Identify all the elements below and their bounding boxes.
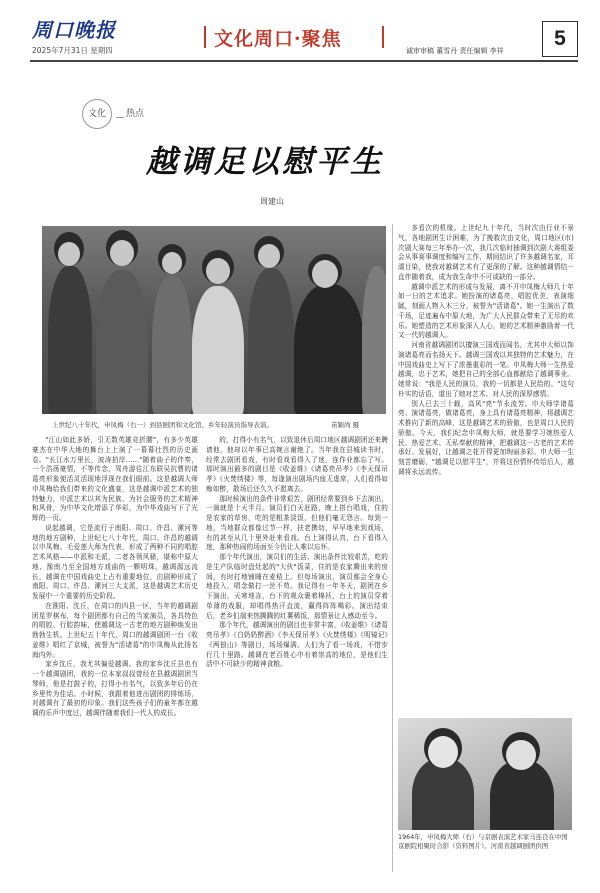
archive-face-left: [428, 736, 458, 768]
paragraph: 河南省越调剧团以擅演三国戏而闻名，尤其申大师以饰演诸葛亮而名扬天下。越调三国戏以其独特的艺术魅力，在中国戏曲史上写下了浓墨重彩的一笔。申凤梅大师一生热爱越调，忠于艺术，她把自己的全部心血都献给了越调事业。她常说："我是人民的演员，我的一切都是人民给的。"这句朴实的话语，道出了她对艺术、对人民的深厚感情。: [398, 341, 574, 398]
photo-face-5: [258, 244, 280, 268]
section-bar-left: [204, 26, 206, 48]
photo-face-1: [58, 242, 80, 266]
photo-face-2: [110, 240, 134, 266]
page-number: 5: [542, 21, 578, 57]
section-bar-right: [382, 26, 384, 48]
photo-figure-4: [192, 286, 244, 414]
paragraph: "江山如此多娇，引无数英雄竞折腰"，有多少英雄豪杰在中华大地的舞台上上演了一幕幕壮烈的历史画卷。"长江水万里长，波涛拍岸……"随着曲子的伴奏，一个浩荡豪情，不等传念，驾舟游往江东联吴抗曹的诸葛亮形象便活灵活现地浮现在我们眼前。这是越调大师申凤梅给我们带来的文化盛宴，这是越调申派艺术的独特魅力，申派艺术以其为民族、为社会服务的艺术精神和风骨，为中华文化增添了华彩，为中华戏曲写下了光辉的一页。: [32, 436, 198, 522]
archive-photo: [398, 718, 572, 830]
masthead-rule: [30, 60, 578, 62]
photo-face-6: [312, 260, 338, 288]
archive-figure-right: [490, 760, 554, 830]
issue-date: 2025年7月31日 星期四: [32, 46, 113, 55]
badge-divider: [116, 117, 124, 118]
paragraph: 那个年代，越调演出的剧目也非常丰富，《收姜维》《诸葛亮吊孝》《白奶奶醉酒》《李天保吊孝》《火焚绣楼》《明镜记》《两狼山》等剧目，场场爆满。人们为了看一场戏，不惜步行几十里路。越调在老百姓心中有着崇高的地位，是他们生活中不可缺少的精神食粮。: [206, 621, 388, 669]
badge-word-hot: 热点: [126, 109, 145, 119]
photo1-caption: 上世纪八十年代，申凤梅（右一）到县剧团和文化馆、乡年轻演员指导表演。: [52, 421, 273, 429]
paragraph: 的，打得小有名气，以致退休后周口地区越调剧团还来聘请他，他却以年事已高婉言谢绝了。当年我在县城读书时，经常去剧团看戏，有时看戏看得入了迷，连作业都忘了写。那时演出最多的剧目是《收姜维》《诸葛亮吊孝》《李天保吊孝》《火焚绣楼》等，每逢演出剧场内座无虚席，人们看得如痴如醉，散场后还久久不愿离去。: [206, 436, 388, 493]
editor-credits: 诚审审稿 董雪丹 责任编辑 李祥: [406, 47, 504, 55]
paragraph: 那时候演出的条件非常艰苦，剧团经常要到乡下去演出，一演就是十天半月。演员们白天赶路，晚上搭台唱戏，住的是农家的草房，吃的是粗茶淡饭，但他们毫无怨言。每到一地，当地群众都像过节一样，扶老携幼，早早地来到戏场，有的甚至从几十里外赶来看戏。台上演得认真，台下看得入迷，那种热闹的场面至今仍让人难以忘怀。: [206, 494, 388, 552]
photo2-caption: 1964年，申凤梅大师（右）与京剧表演艺术家马连良在中国京剧院相聚时合影（资料图片）。河南省越调剧团供图: [398, 833, 568, 850]
article-headline: 越调足以慰平生: [146, 144, 384, 180]
photo-figure-3: [152, 276, 192, 414]
photo-figure-2: [96, 270, 148, 414]
paragraph: 在淮阳、沈丘，在周口的四县一区，当年的越调剧团星罗棋布，每个剧团都有自己的当家演员，各具特色的唱腔、行腔韵味，使越调这一古老的地方剧种焕发出勃勃生机。上世纪五十年代，周口的越调剧团一台《收姜维》唱红了京城，被誉为"活诸葛"的申凤梅从此扬名海内外。: [32, 601, 198, 659]
paragraph: 越调申派艺术的形成与发展，离不开申凤梅大师几十年如一日的艺术追求。她扮演的诸葛亮，唱腔优美，表演细腻，刻画人物入木三分，被誉为"活诸葛"。她一生演出了数千场，足迹遍布中原大地，为广大人民群众带来了无尽的欢乐。她塑造的艺术形象深入人心，她的艺术精神激励着一代又一代的越调人。: [398, 282, 574, 340]
article-byline: 周建山: [260, 197, 284, 206]
paragraph: 多看次的机缘。上世纪九十年代，当时次由行业不景气，各地剧团生计困难，为了挽救次由文化，周口地区(市)次剧大赛每三年举办一次，我几次临时抽调到次剧大赛组委会从事赛事调度和编写工作，期间结识了许多越调名家，耳濡目染，使我对越调艺术有了更深的了解。这种越调情结一直伴随着我，成为我生命中不可或缺的一部分。: [398, 224, 574, 281]
paragraph: 那个年代演出，演员们的生活、演出条件比较艰苦，吃的是生产队临时盘灶起的"大伙"饭菜，住的是农家腾出来的房间，有时打地铺睡在麦秸上。但每场演出，演员都会全身心地投入，唱念做打一丝不苟。我记得有一年冬天，剧团在乡下演出，天寒地冻，台下的观众裹着棉袄，台上的演员穿着单薄的戏服，却唱得热汗直流，赢得阵阵喝彩。演出结束后，老乡们端来热腾腾的红薯稀饭，那情景让人感动至今。: [206, 553, 388, 620]
photo-face-3: [162, 252, 182, 274]
body-column-c: [398, 224, 574, 714]
paragraph: 家乡沈丘，我尤其偏爱越调。我的家乡沈丘县也有一个越调剧团，我的一位本家叔叔曾经在县越调剧团当琴师，他是打鼓子的，打得小有名气，以致多年后仍在乡里传为佳话。小时候，我跟着他进出剧团的排练场，对越调有了最初的印象。我们这些孩子们的童年都在越调的乐声中度过，越调伴随着我们一代人的成长。: [32, 660, 198, 717]
paragraph: 说起越调，它是流行于南阳、周口、许昌、漯河等地的地方剧种，上世纪七八十年代，周口、许昌的越调以申凤梅、毛爱莲大师为代表，形成了两种不同的唱腔艺术风格——申派和毛派，二者各领风骚，堪称中原大地、豫南乃至全国地方戏曲的一颗明珠。越调源远流长，越调在中国戏曲史上占有重要地位，由剧种形成了南阳、周口、许昌、漯河三大支派，这是越调艺术历史发展中一个重要的历史阶段。: [32, 523, 198, 600]
rehearsal-photo: [42, 226, 386, 414]
section-title: 文化周口·聚焦: [214, 28, 342, 50]
archive-face-right: [506, 740, 536, 770]
column-divider: [392, 224, 393, 872]
topic-badge: [82, 104, 182, 124]
badge-word-culture: 文化: [88, 109, 107, 119]
photo1-credit: 苗颖尚 摄: [331, 421, 360, 429]
archive-figure-left: [412, 758, 474, 830]
newspaper-logo: 周口晚报: [32, 18, 116, 42]
photo-figure-5: [248, 268, 294, 414]
photo-figure-1: [48, 266, 92, 414]
body-column-a: [32, 436, 198, 882]
photo-face-4: [206, 258, 230, 284]
masthead: [0, 0, 600, 64]
photo-figure-7: [362, 266, 386, 414]
body-column-b: [206, 436, 388, 882]
photo-figure-6: [294, 284, 364, 414]
paragraph: 别人已去三十载，高风"亮"节永流芳。申大师学诸葛亮、演诸葛亮，做诸葛亮，身上具有诸葛亮精神，将越调艺术推向了新的高峰，这是越调艺术的骄傲，也是周口人民的骄傲。今天，我们纪念申凤梅大师，就是要学习她热爱人民、热爱艺术、无私奉献的精神，把越调这一古老的艺术传承好、发展好，让越调之花开得更加绚丽多彩。申大师一生刻苦磨砺，"越调足以慰平生"，并将这份情怀传给后人，越调将永远流传。: [398, 399, 574, 476]
